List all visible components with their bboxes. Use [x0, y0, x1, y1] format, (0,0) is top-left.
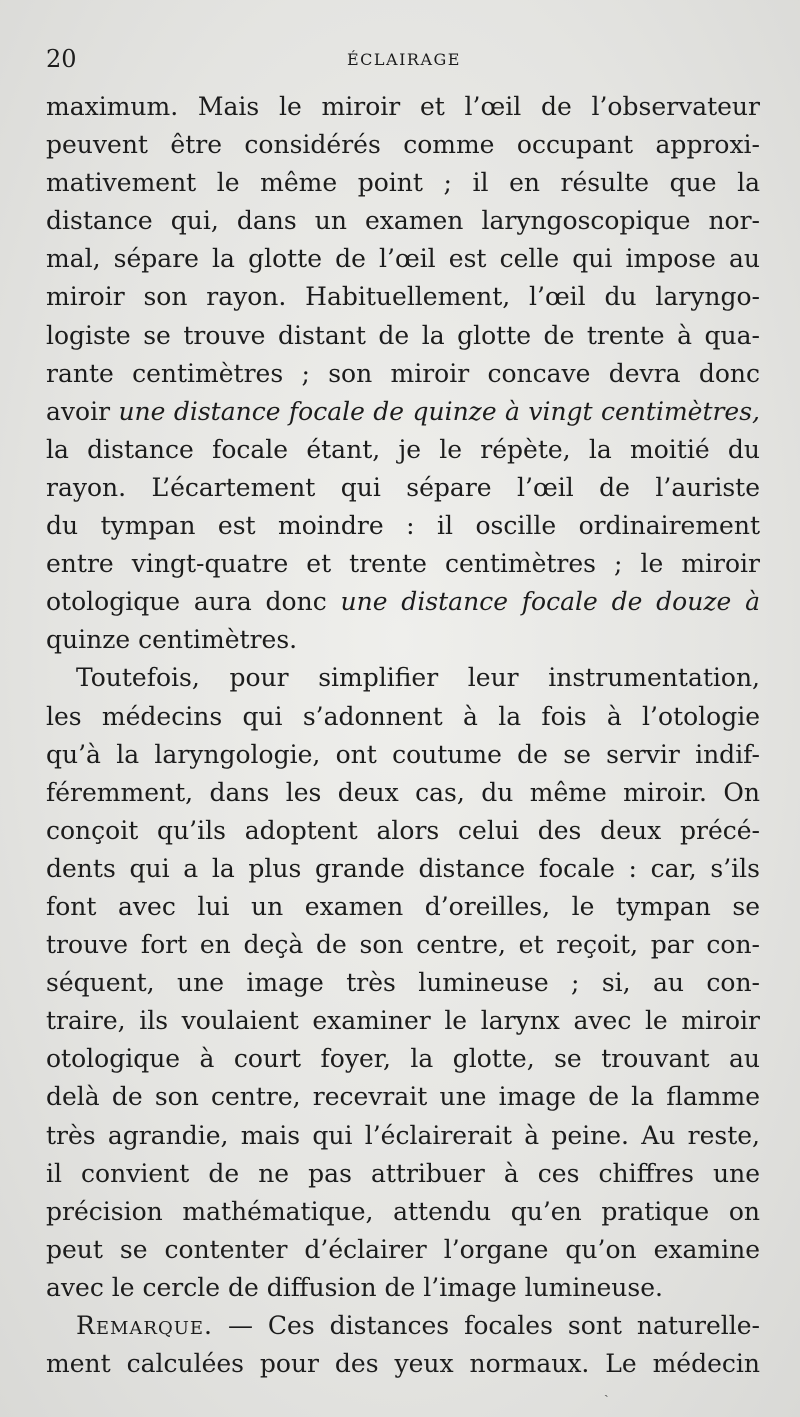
- text-line: du tympan est moindre : il oscille ordinairement: [46, 511, 760, 541]
- remark-heading: Remarque.: [76, 1311, 213, 1340]
- text-line: traire, ils voulaient examiner le larynx avec le miroir: [46, 1006, 760, 1036]
- paragraph-first-line: Toutefois, pour simplifier leur instrumentation,: [76, 663, 760, 693]
- text-line: entre vingt-quatre et trente centimètres ; le miroir: [46, 549, 760, 579]
- text-line: [46, 393, 760, 431]
- text-line: féremment, dans les deux cas, du même miroir. On: [46, 777, 760, 807]
- text-line: ment calculées pour des yeux normaux. Le médecin: [46, 1349, 760, 1379]
- text-run: — Ces distances focales sont naturelle-: [227, 1311, 760, 1340]
- text-line: avec le cercle de diffusion de l’image lumineuse.: [46, 1272, 663, 1302]
- italic-phrase: une distance focale de quinze à vingt centimètres,: [118, 396, 760, 426]
- text-run: avoir: [46, 396, 111, 426]
- text-line: conçoit qu’ils adoptent alors celui des deux précé-: [46, 815, 760, 845]
- text-line: otologique à court foyer, la glotte, se trouvant au: [46, 1044, 760, 1074]
- text-line: qu’à la laryngologie, ont coutume de se servir indif-: [46, 739, 760, 769]
- remark-line: [46, 1307, 760, 1345]
- text-line: la distance focale étant, je le répète, la moitié du: [46, 434, 760, 464]
- page-header: [46, 40, 762, 80]
- text-line: trouve fort en deçà de son centre, et reçoit, par con-: [46, 930, 760, 960]
- italic-phrase: une distance focale de douze à: [340, 587, 760, 617]
- text-line: séquent, une image très lumineuse ; si, au con-: [46, 968, 760, 998]
- page-number: 20: [46, 45, 77, 73]
- text-line: rayon. L’écartement qui sépare l’œil de l’auriste: [46, 472, 760, 502]
- text-line: maximum. Mais le miroir et l’œil de l’observateur: [46, 92, 760, 121]
- text-line: font avec lui un examen d’oreilles, le tympan se: [46, 891, 760, 921]
- text-line: précision mathématique, attendu qu’en pratique on: [46, 1196, 760, 1226]
- running-head: ÉCLAIRAGE: [347, 50, 461, 69]
- text-line: logiste se trouve distant de la glotte de trente à qua-: [46, 320, 760, 350]
- body-text: [46, 88, 760, 1383]
- text-line: peut se contenter d’éclairer l’organe qu’on examine: [46, 1234, 760, 1264]
- text-line: distance qui, dans un examen laryngoscopique nor-: [46, 206, 760, 236]
- italic-line: quinze centimètres.: [46, 625, 298, 655]
- text-line: il convient de ne pas attribuer à ces chiffres une: [46, 1158, 760, 1188]
- text-line: [46, 583, 760, 621]
- text-line: les médecins qui s’adonnent à la fois à l’otologie: [46, 701, 760, 731]
- text-line: rante centimètres ; son miroir concave devra donc: [46, 358, 760, 388]
- text-line: mal, sépare la glotte de l’œil est celle qui impose au: [46, 244, 760, 274]
- text-line: miroir son rayon. Habituellement, l’œil du laryngo-: [46, 282, 760, 312]
- text-line: peuvent être considérés comme occupant approxi-: [46, 130, 760, 160]
- text-line: mativement le même point ; il en résulte que la: [46, 168, 760, 198]
- text-line: très agrandie, mais qui l’éclairerait à peine. Au reste,: [46, 1120, 760, 1150]
- text-line: delà de son centre, recevrait une image de la flamme: [46, 1082, 760, 1112]
- text-run: otologique aura donc: [46, 587, 327, 617]
- page-speck: ˎ: [604, 1382, 609, 1398]
- text-line: dents qui a la plus grande distance focale : car, s’ils: [46, 853, 760, 883]
